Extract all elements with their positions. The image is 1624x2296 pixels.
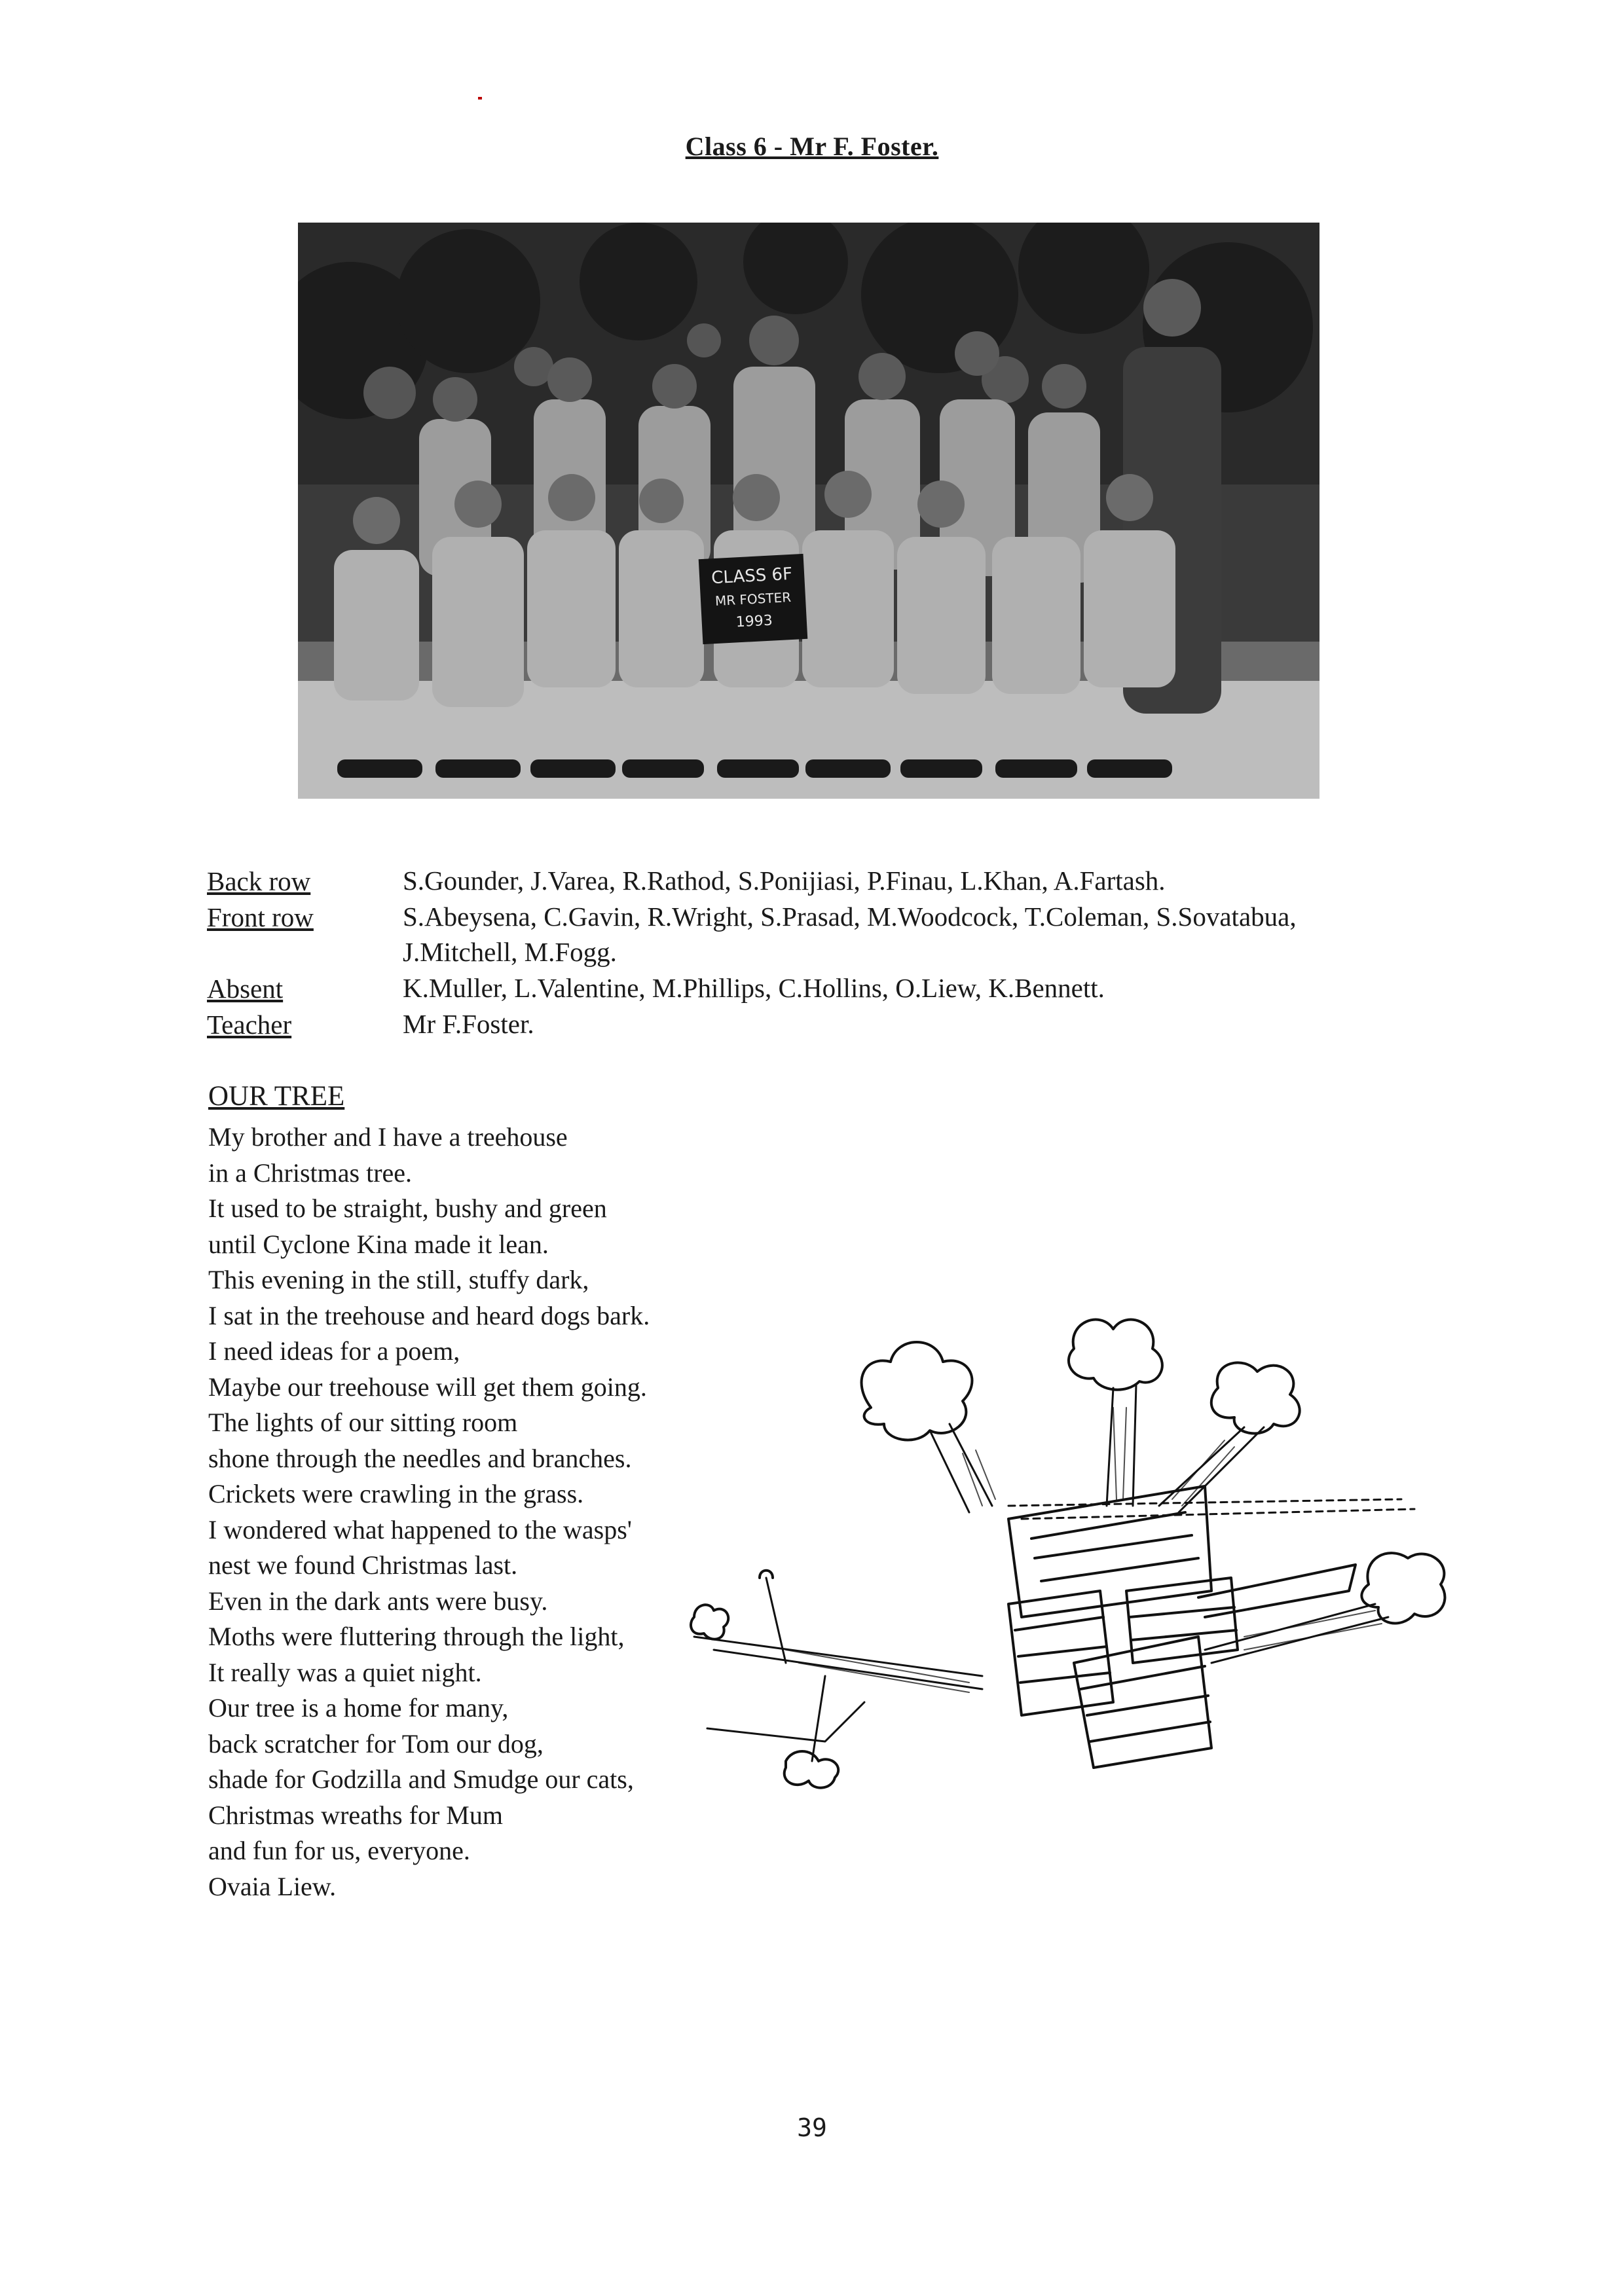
poem-line: and fun for us, everyone. [208,1836,470,1865]
roster-value-back-row: S.Gounder, J.Varea, R.Rathod, S.Ponijiasi, P.Finau, L.Khan, A.Fartash. [403,866,1166,896]
page-number: 39 [797,2113,827,2142]
treehouse-drawing [655,1309,1473,1833]
poem-line: until Cyclone Kina made it lean. [208,1229,549,1259]
poem-line: in a Christmas tree. [208,1157,413,1188]
red-ink-mark [478,97,482,100]
poem-line: shade for Godzilla and Smudge our cats, [208,1764,634,1794]
poem-line: Ovaia Liew. [208,1871,337,1901]
roster-label-teacher: Teacher [207,1010,292,1040]
roster-value-front-row-cont: J.Mitchell, M.Fogg. [403,937,617,967]
roster-label-back-row: Back row [207,866,311,896]
roster-value-teacher: Mr F.Foster. [403,1009,534,1039]
roster-value-absent: K.Muller, L.Valentine, M.Phillips, C.Hollins, O.Liew, K.Bennett. [403,973,1105,1003]
class-photo [298,223,1320,799]
poem-line: nest we found Christmas last. [208,1550,518,1580]
poem-title: OUR TREE [208,1081,345,1112]
roster-label-absent: Absent [207,974,284,1004]
sign-line-1: CLASS 6F [710,564,793,589]
class-sign-board [699,554,808,644]
page-title: Class 6 - Mr F. Foster. [685,132,939,161]
poem-line: Maybe our treehouse will get them going. [208,1372,647,1402]
poem-line: It used to be straight, bushy and green [208,1194,607,1223]
poem-line: back scratcher for Tom our dog, [208,1728,544,1758]
poem-line: Christmas wreaths for Mum [208,1800,503,1830]
sign-line-2: MR FOSTER [714,589,792,610]
poem-line: Moths were fluttering through the light, [208,1622,625,1651]
poem-line: The lights of our sitting room [208,1408,518,1437]
poem-line: It really was a quiet night. [208,1657,482,1687]
poem-line: Crickets were crawling in the grass. [208,1479,584,1508]
poem-line: Our tree is a home for many, [208,1693,509,1722]
poem-line: I wondered what happened to the wasps' [208,1514,633,1544]
poem-line: I need ideas for a poem, [208,1336,460,1366]
sign-line-3: 1993 [735,612,773,631]
roster-label-front-row: Front row [207,902,314,932]
poem-line: This evening in the still, stuffy dark, [208,1265,589,1294]
poem-line: My brother and I have a treehouse [208,1122,568,1152]
roster-value-front-row: S.Abeysena, C.Gavin, R.Wright, S.Prasad, M.Woodcock, T.Coleman, S.Sovatabua, [403,902,1297,932]
poem-line: Even in the dark ants were busy. [208,1586,548,1616]
poem-line: shone through the needles and branches. [208,1443,632,1473]
poem-line: I sat in the treehouse and heard dogs bark. [208,1300,650,1330]
